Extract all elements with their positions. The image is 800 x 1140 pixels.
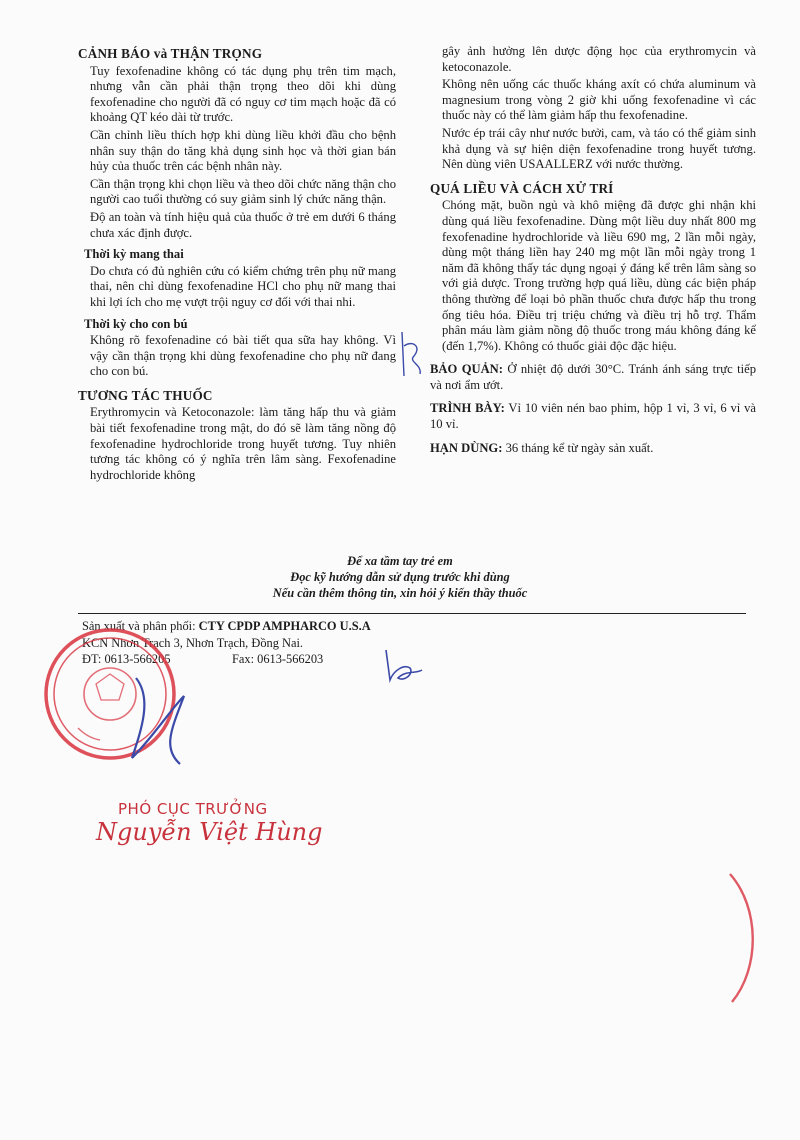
warning-paragraph: Tuy fexofenadine không có tác dụng phụ trên tim mạch, nhưng vẫn cần phải thận trọng theo dõi khi dùng fexofenadine cho người đã có nguy cơ tim mạch hoặc đã có khoảng QT kéo dài từ trước.: [90, 63, 396, 125]
warnings-heading: CẢNH BÁO và THẬN TRỌNG: [78, 46, 263, 61]
note-line: Đọc kỹ hướng dẫn sử dụng trước khi dùng: [290, 570, 510, 584]
storage-text: Ở nhiệt độ dưới 30°C. Tránh ánh sáng trực tiếp và nơi ẩm ướt.: [430, 362, 756, 392]
divider: [78, 613, 746, 614]
warning-paragraph: Độ an toàn và tính hiệu quả của thuốc ở trẻ em dưới 6 tháng chưa xác định được.: [90, 209, 396, 240]
storage-paragraph: [430, 362, 756, 393]
expiry-heading: HẠN DÙNG:: [430, 440, 503, 455]
margin-mark-icon: [392, 326, 432, 386]
antacid-paragraph: Không nên uống các thuốc kháng axít có chứa aluminum và magnesium trong vòng 2 giờ khi uống fexofenadine vì các thuốc này có thể làm giảm hấp thu fexofenadine.: [442, 77, 756, 123]
safety-notes: [0, 553, 800, 601]
note-line: Nếu cần thêm thông tin, xin hỏi ý kiến thầy thuốc: [272, 586, 528, 600]
storage-heading: BẢO QUẢN:: [430, 362, 503, 377]
manufacturer-label: Sản xuất và phân phối:: [82, 619, 196, 633]
left-column: [78, 46, 396, 485]
right-column: [430, 44, 756, 458]
manufacturer-address: KCN Nhơn Trạch 3, Nhơn Trạch, Đồng Nai.: [82, 635, 303, 650]
juice-paragraph: Nước ép trái cây như nước bưởi, cam, và táo có thể giảm sinh khả dụng và sự hiện diện fexofenadine trong huyết tương. Nên dùng viên USAALLERZ với nước thường.: [442, 125, 756, 172]
overdose-heading: QUÁ LIỀU VÀ CÁCH XỬ TRÍ: [430, 180, 614, 196]
pregnancy-paragraph: Do chưa có đủ nghiên cứu có kiểm chứng trên phụ nữ mang thai, nên chỉ dùng fexofenadine HCl cho phụ nữ mang thai khi lợi ích cho mẹ vượt trội nguy cơ đối với thai nhi.: [90, 263, 396, 309]
warning-paragraph: Cần chỉnh liều thích hợp khi dùng liều khởi đầu cho bệnh nhân suy thận do tăng khả dụng sinh học và thời gian bán hủy của thuốc trên các bệnh nhân này.: [90, 127, 396, 174]
manufacturer-name: CTY CPDP AMPHARCO U.S.A: [198, 619, 371, 633]
signature-scribble-icon: [122, 668, 202, 778]
edge-stamp-arc-icon: [726, 868, 766, 1008]
packaging-heading: TRÌNH BÀY:: [430, 401, 505, 416]
interactions-heading: TƯƠNG TÁC THUỐC: [78, 387, 213, 403]
pregnancy-heading: Thời kỳ mang thai: [84, 247, 184, 262]
overdose-paragraph: Chóng mặt, buồn ngủ và khô miệng đã được ghi nhận khi dùng quá liều fexofenadine. Dùng một liều duy nhất 800 mg fexofenadine hydrochloride và liều 690 mg, 2 lần mỗi ngày, dùng một tháng liền hay 240 mg một lần mỗi ngày trong 1 năm đã không thấy tác dụng ngoại ý đáng kể trên lâm sàng so với giả dược. Trong trường hợp quá liều, dùng các biện pháp thông thường để loại bỏ phần thuốc chưa được hấp thu trong ống tiêu hóa. Điều trị triệu chứng và điều trị hỗ trợ. Thẩm phân máu làm giảm nồng độ thuốc trong máu không đáng kể (đến 1,7%). Không có thuốc giải độc đặc hiệu.: [442, 198, 756, 353]
approver-signature-name: Nguyễn Việt Hùng: [96, 818, 323, 846]
expiry-paragraph: [430, 441, 756, 457]
interactions-paragraph: Erythromycin và Ketoconazole: làm tăng hấp thu và giảm bài tiết fexofenadine trong mật, do đó sẽ làm tăng nồng độ fexofenadine hydrochloride trong huyết tương. Tuy nhiên tương tác không có ý nghĩa trên lâm sàng. Fexofenadine hydrochloride không: [90, 405, 396, 482]
interactions-continued: gây ảnh hưởng lên dược động học của erythromycin và ketoconazole.: [442, 44, 756, 74]
manufacturer-fax: Fax: 0613-566203: [232, 652, 324, 667]
packaging-text: Vỉ 10 viên nén bao phim, hộp 1 vỉ, 3 vỉ, 6 vỉ và 10 vỉ.: [430, 401, 757, 432]
lactation-paragraph: Không rõ fexofenadine có bài tiết qua sữa hay không. Vì vậy cần thận trọng khi dùng fexofenadine cho phụ nữ đang cho con bú.: [90, 333, 396, 379]
manufacturer-phone: ĐT: 0613-566205: [82, 652, 171, 667]
note-line: Để xa tầm tay trẻ em: [347, 554, 453, 568]
initials-mark-icon: [380, 640, 430, 690]
lactation-heading: Thời kỳ cho con bú: [84, 316, 188, 331]
approver-title: PHÓ CỤC TRƯỞNG: [118, 800, 268, 818]
warning-paragraph: Cần thận trọng khi chọn liều và theo dõi chức năng thận cho người cao tuổi thường có suy giảm sinh lý chức năng thận.: [90, 176, 396, 207]
expiry-text: 36 tháng kể từ ngày sản xuất.: [505, 440, 654, 455]
packaging-paragraph: [430, 401, 756, 432]
